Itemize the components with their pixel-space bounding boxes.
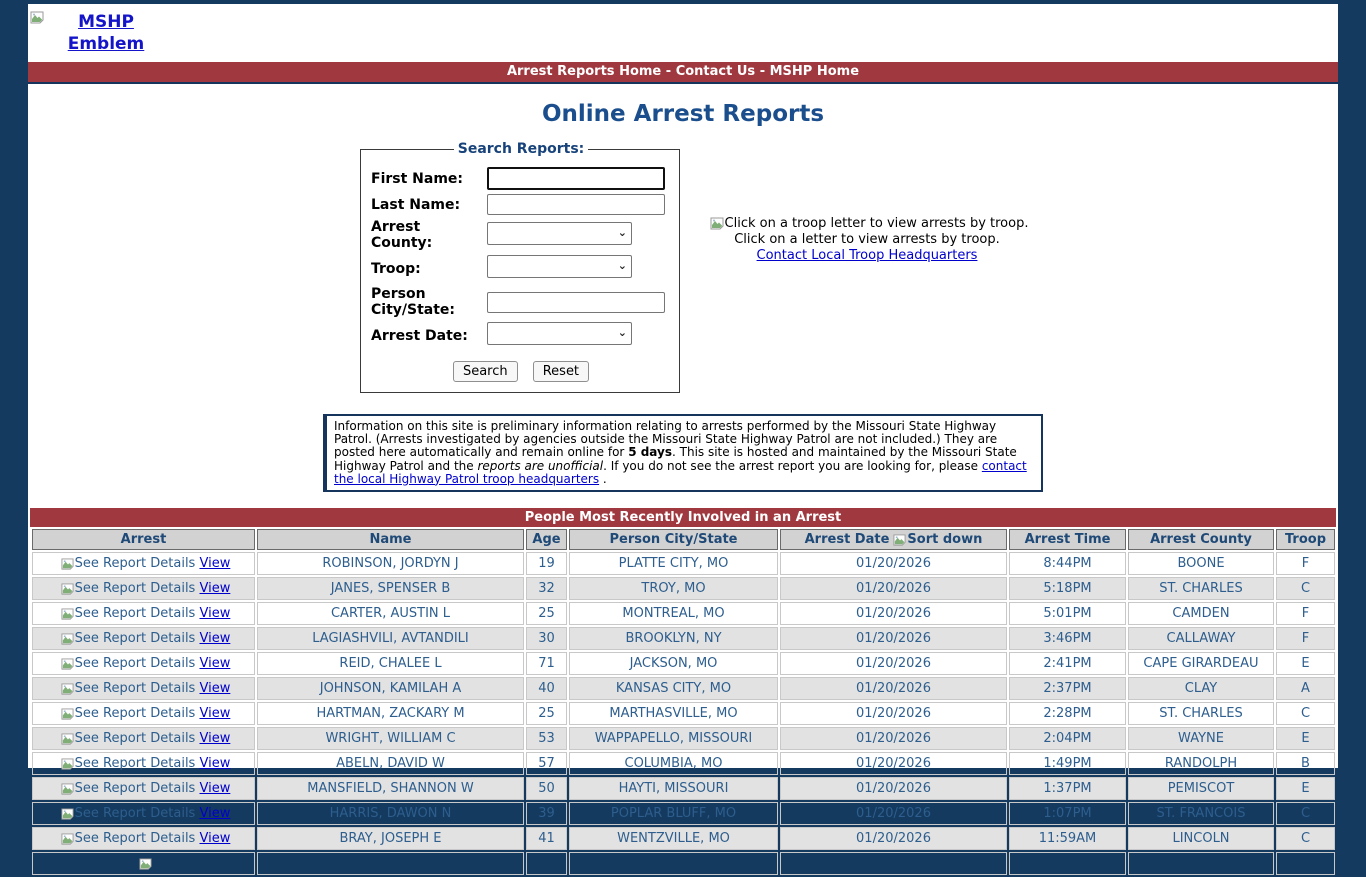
age-cell: 25 xyxy=(526,702,567,725)
troop-map-alt-text: Click on a troop letter to view arrests by troop. xyxy=(724,216,1029,231)
view-report-link[interactable]: View xyxy=(199,831,231,847)
column-header-arrest-date[interactable] xyxy=(780,529,1007,550)
notice-bold-text: 5 days xyxy=(628,445,672,460)
name-cell: MANSFIELD, SHANNON W xyxy=(257,777,524,800)
arrest-county-cell: CAMDEN xyxy=(1128,602,1274,625)
name-cell xyxy=(257,852,524,875)
nav-separator: - xyxy=(755,64,770,79)
city-state-cell: JACKSON, MO xyxy=(569,652,778,675)
last-name-input[interactable] xyxy=(487,194,665,215)
troop-cell: E xyxy=(1276,652,1335,675)
arrest-cell xyxy=(32,852,255,875)
city-state-cell: KANSAS CITY, MO xyxy=(569,677,778,700)
results-header-row xyxy=(32,529,1335,550)
arrest-time-cell: 3:46PM xyxy=(1009,627,1126,650)
arrest-date-cell: 01/20/2026 xyxy=(780,627,1007,650)
troop-cell: C xyxy=(1276,702,1335,725)
troop-map-alt-line xyxy=(702,216,1032,231)
arrest-date-cell: 01/20/2026 xyxy=(780,727,1007,750)
arrest-county-label: Arrest County: xyxy=(371,219,433,251)
table-row-partial xyxy=(32,852,1335,875)
table-row xyxy=(32,677,1335,700)
name-cell: ROBINSON, JORDYN J xyxy=(257,552,524,575)
emblem-area xyxy=(28,4,1338,62)
city-state-cell: POPLAR BLUFF, MO xyxy=(569,802,778,825)
column-header-name[interactable]: Name xyxy=(257,529,524,550)
broken-image-icon xyxy=(61,733,74,746)
age-cell: 39 xyxy=(526,802,567,825)
arrest-date-cell: 01/20/2026 xyxy=(780,577,1007,600)
arrest-county-cell: ST. FRANCOIS xyxy=(1128,802,1274,825)
broken-image-icon xyxy=(139,858,152,871)
emblem-alt-text: MSHP Emblem xyxy=(67,12,145,54)
reset-button[interactable]: Reset xyxy=(533,361,589,382)
arrest-time-cell: 2:37PM xyxy=(1009,677,1126,700)
name-cell: ABELN, DAVID W xyxy=(257,752,524,775)
broken-image-icon xyxy=(61,583,74,596)
arrest-time-cell: 2:41PM xyxy=(1009,652,1126,675)
arrest-county-cell: CALLAWAY xyxy=(1128,627,1274,650)
arrest-county-cell: WAYNE xyxy=(1128,727,1274,750)
arrest-time-cell: 5:18PM xyxy=(1009,577,1126,600)
view-report-link[interactable]: View xyxy=(199,806,231,822)
troop-cell: E xyxy=(1276,777,1335,800)
last-name-label: Last Name: xyxy=(371,196,461,213)
first-name-label: First Name: xyxy=(371,170,464,187)
nav-link-arrest-reports-home[interactable]: Arrest Reports Home xyxy=(506,64,662,79)
arrest-time-cell: 8:44PM xyxy=(1009,552,1126,575)
broken-image-icon xyxy=(61,558,74,571)
age-cell: 25 xyxy=(526,602,567,625)
arrest-time-cell: 2:04PM xyxy=(1009,727,1126,750)
search-section xyxy=(28,141,1338,393)
arrest-county-select[interactable] xyxy=(487,222,632,245)
arrest-cell xyxy=(32,652,255,675)
city-state-cell: COLUMBIA, MO xyxy=(569,752,778,775)
name-cell: REID, CHALEE L xyxy=(257,652,524,675)
notice-text: . If you do not see the arrest report you are looking for, please xyxy=(603,458,982,473)
search-reports-fieldset xyxy=(360,141,680,393)
see-report-details-text: See Report Details xyxy=(74,606,196,622)
table-row xyxy=(32,802,1335,825)
notice-text: Information on this site is preliminary information relating to arrests performed by the Missouri State Highway Patrol. (Arrests investigated by agencies outside the Missouri State Highway Patrol are not included.) They are posted here automatically and remain online for xyxy=(334,419,998,460)
arrest-time-cell xyxy=(1009,852,1126,875)
arrest-county-cell: CLAY xyxy=(1128,677,1274,700)
name-cell: HARRIS, DAWON N xyxy=(257,802,524,825)
see-report-details-text: See Report Details xyxy=(74,656,196,672)
city-state-cell: HAYTI, MISSOURI xyxy=(569,777,778,800)
broken-image-icon xyxy=(710,217,724,231)
chevron-down-icon: ⌄ xyxy=(617,225,627,239)
broken-image-icon xyxy=(61,608,74,621)
arrest-time-cell: 5:01PM xyxy=(1009,602,1126,625)
city-state-cell: MARTHASVILLE, MO xyxy=(569,702,778,725)
search-reports-legend: Search Reports: xyxy=(457,141,585,157)
troop-cell: A xyxy=(1276,677,1335,700)
arrest-date-cell: 01/20/2026 xyxy=(780,677,1007,700)
arrest-date-label: Arrest Date: xyxy=(371,327,468,344)
troop-cell: E xyxy=(1276,727,1335,750)
broken-image-icon xyxy=(61,833,74,846)
arrest-county-cell: ST. CHARLES xyxy=(1128,577,1274,600)
arrest-date-cell: 01/20/2026 xyxy=(780,827,1007,850)
city-state-cell: PLATTE CITY, MO xyxy=(569,552,778,575)
troop-cell xyxy=(1276,852,1335,875)
broken-image-icon xyxy=(30,11,44,25)
nav-link-mshp-home[interactable]: MSHP Home xyxy=(769,64,860,79)
troop-cell: F xyxy=(1276,552,1335,575)
chevron-down-icon: ⌄ xyxy=(617,326,627,339)
age-cell: 40 xyxy=(526,677,567,700)
see-report-details-text: See Report Details xyxy=(74,781,196,797)
column-header-age[interactable]: Age xyxy=(526,529,567,550)
top-navbar xyxy=(28,62,1338,84)
table-row xyxy=(32,827,1335,850)
see-report-details-text: See Report Details xyxy=(74,731,196,747)
arrest-county-cell xyxy=(1128,852,1274,875)
troop-caption: Click on a letter to view arrests by troop. xyxy=(734,232,1000,247)
view-report-link[interactable]: View xyxy=(199,606,231,622)
broken-image-icon xyxy=(61,708,74,721)
age-cell: 57 xyxy=(526,752,567,775)
arrest-county-cell: CAPE GIRARDEAU xyxy=(1128,652,1274,675)
column-header-troop[interactable]: Troop xyxy=(1276,529,1335,550)
age-cell xyxy=(526,852,567,875)
troop-cell: C xyxy=(1276,827,1335,850)
view-report-link[interactable]: View xyxy=(199,706,231,722)
contact-troop-headquarters-link[interactable]: contact the local Highway Patrol troop headquarters xyxy=(334,458,1027,486)
name-cell: CARTER, AUSTIN L xyxy=(257,602,524,625)
arrest-date-cell xyxy=(780,852,1007,875)
see-report-details-text: See Report Details xyxy=(74,756,196,772)
troop-cell: F xyxy=(1276,602,1335,625)
arrest-date-cell: 01/20/2026 xyxy=(780,552,1007,575)
view-report-link[interactable]: View xyxy=(199,631,231,647)
see-report-details-text: See Report Details xyxy=(74,706,196,722)
table-row xyxy=(32,602,1335,625)
arrest-date-cell: 01/20/2026 xyxy=(780,702,1007,725)
nav-separator: - xyxy=(661,64,676,79)
name-cell: BRAY, JOSEPH E xyxy=(257,827,524,850)
city-state-cell: WENTZVILLE, MO xyxy=(569,827,778,850)
see-report-details-text: See Report Details xyxy=(74,681,196,697)
column-header-arrest-time[interactable]: Arrest Time xyxy=(1009,529,1126,550)
arrest-date-cell: 01/20/2026 xyxy=(780,602,1007,625)
arrest-cell xyxy=(32,802,255,825)
arrest-date-select[interactable] xyxy=(487,322,632,345)
troop-cell: C xyxy=(1276,577,1335,600)
view-report-link[interactable]: View xyxy=(199,656,231,672)
broken-image-icon xyxy=(61,758,74,771)
table-row xyxy=(32,552,1335,575)
arrest-date-cell: 01/20/2026 xyxy=(780,652,1007,675)
broken-image-icon xyxy=(893,534,906,547)
see-report-details-text: See Report Details xyxy=(74,631,196,647)
broken-image-icon xyxy=(61,808,74,821)
name-cell: LAGIASHVILI, AVTANDILI xyxy=(257,627,524,650)
arrest-time-cell: 1:07PM xyxy=(1009,802,1126,825)
troop-select[interactable] xyxy=(487,255,632,278)
column-header-city-state[interactable]: Person City/State xyxy=(569,529,778,550)
see-report-details-text: See Report Details xyxy=(74,831,196,847)
see-report-details-text: See Report Details xyxy=(74,556,196,572)
broken-image-icon xyxy=(61,633,74,646)
view-report-link[interactable]: View xyxy=(199,581,231,597)
city-state-cell: BROOKLYN, NY xyxy=(569,627,778,650)
arrest-date-cell: 01/20/2026 xyxy=(780,752,1007,775)
chevron-down-icon: ⌄ xyxy=(617,259,627,272)
name-cell: WRIGHT, WILLIAM C xyxy=(257,727,524,750)
arrest-county-cell: RANDOLPH xyxy=(1128,752,1274,775)
view-report-link[interactable]: View xyxy=(199,781,231,797)
notice-italic-text: reports are unofficial xyxy=(477,458,604,473)
broken-image-icon xyxy=(61,783,74,796)
view-report-link[interactable]: View xyxy=(199,556,231,572)
troop-info-block xyxy=(702,216,1032,264)
arrest-time-cell: 2:28PM xyxy=(1009,702,1126,725)
arrest-cell xyxy=(32,627,255,650)
arrest-county-cell: PEMISCOT xyxy=(1128,777,1274,800)
broken-image-icon xyxy=(61,683,74,696)
arrest-county-cell: LINCOLN xyxy=(1128,827,1274,850)
arrest-date-cell: 01/20/2026 xyxy=(780,777,1007,800)
troop-cell: C xyxy=(1276,802,1335,825)
notice-text: . xyxy=(599,471,607,486)
column-header-arrest[interactable]: Arrest xyxy=(32,529,255,550)
arrest-cell xyxy=(32,702,255,725)
arrest-cell xyxy=(32,577,255,600)
arrest-time-cell: 1:49PM xyxy=(1009,752,1126,775)
age-cell: 50 xyxy=(526,777,567,800)
arrest-county-cell: BOONE xyxy=(1128,552,1274,575)
table-row xyxy=(32,727,1335,750)
arrest-date-header-label: Arrest Date xyxy=(804,532,890,548)
column-header-arrest-county[interactable]: Arrest County xyxy=(1128,529,1274,550)
age-cell: 19 xyxy=(526,552,567,575)
view-report-link[interactable]: View xyxy=(199,681,231,697)
broken-image-icon xyxy=(61,658,74,671)
city-state-cell: TROY, MO xyxy=(569,577,778,600)
arrest-time-cell: 1:37PM xyxy=(1009,777,1126,800)
arrest-cell xyxy=(32,552,255,575)
page-title: Online Arrest Reports xyxy=(541,101,825,127)
nav-link-contact-us[interactable]: Contact Us xyxy=(675,64,756,79)
arrest-date-cell: 01/20/2026 xyxy=(780,802,1007,825)
notice-text: . This site is hosted and maintained by the Missouri State Highway Patrol and the xyxy=(334,445,1017,473)
see-report-details-text: See Report Details xyxy=(74,581,196,597)
arrest-cell xyxy=(32,827,255,850)
name-cell: JANES, SPENSER B xyxy=(257,577,524,600)
contact-local-troop-link[interactable]: Contact Local Troop Headquarters xyxy=(756,248,978,263)
arrest-cell xyxy=(32,777,255,800)
arrest-time-cell: 11:59AM xyxy=(1009,827,1126,850)
first-name-input[interactable] xyxy=(487,167,665,190)
view-report-link[interactable]: View xyxy=(199,731,231,747)
age-cell: 30 xyxy=(526,627,567,650)
site-notice xyxy=(323,414,1043,492)
person-city-state-input[interactable] xyxy=(487,292,665,313)
age-cell: 53 xyxy=(526,727,567,750)
city-state-cell: WAPPAPELLO, MISSOURI xyxy=(569,727,778,750)
table-row xyxy=(32,577,1335,600)
city-state-cell: MONTREAL, MO xyxy=(569,602,778,625)
age-cell: 71 xyxy=(526,652,567,675)
search-button[interactable]: Search xyxy=(453,361,518,382)
arrest-cell xyxy=(32,727,255,750)
name-cell: HARTMAN, ZACKARY M xyxy=(257,702,524,725)
troop-cell: B xyxy=(1276,752,1335,775)
person-city-state-label: Person City/State: xyxy=(371,286,456,318)
age-cell: 41 xyxy=(526,827,567,850)
see-report-details-text: See Report Details xyxy=(74,806,196,822)
arrest-results-table xyxy=(30,527,1337,877)
view-report-link[interactable]: View xyxy=(199,756,231,772)
troop-label: Troop: xyxy=(371,260,421,277)
page-content xyxy=(28,4,1338,847)
city-state-cell xyxy=(569,852,778,875)
results-banner: People Most Recently Involved in an Arrest xyxy=(30,508,1336,527)
arrest-cell xyxy=(32,677,255,700)
mshp-emblem-link[interactable] xyxy=(30,11,160,55)
table-row xyxy=(32,627,1335,650)
table-row xyxy=(32,777,1335,800)
name-cell: JOHNSON, KAMILAH A xyxy=(257,677,524,700)
arrest-cell xyxy=(32,602,255,625)
table-row xyxy=(32,752,1335,775)
arrest-county-cell: ST. CHARLES xyxy=(1128,702,1274,725)
table-row xyxy=(32,652,1335,675)
table-row xyxy=(32,702,1335,725)
sort-down-alt-text: Sort down xyxy=(907,532,983,548)
troop-cell: F xyxy=(1276,627,1335,650)
age-cell: 32 xyxy=(526,577,567,600)
arrest-cell xyxy=(32,752,255,775)
